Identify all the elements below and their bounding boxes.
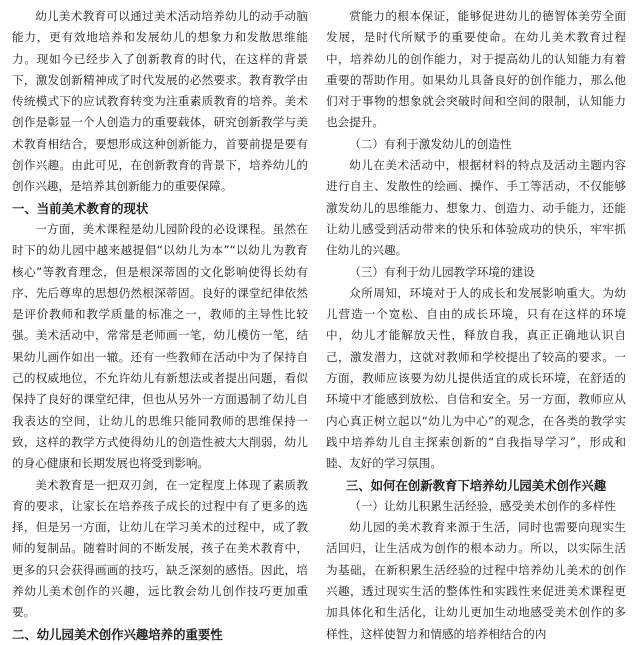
section2-paragraph-1: 赏能力的根本保证，能够促进幼儿的德智体美劳全面发展，是时代所赋予的重要使命。在幼儿美术教育过程中，培养幼儿的创作能力，对于提高幼儿的认知能力有着重要的帮助作用。如果幼儿具备良好的创作能力，那么他们对于事物的想象就会突破时间和空间的限制，认知能力也会提升。: [326, 9, 626, 130]
left-column: [12, 6, 308, 645]
section-heading-3: 三、如何在创新教育下培养幼儿园美术创作兴趣: [345, 477, 607, 493]
section2-paragraph-3: 众所周知，环境对于人的成长和发展影响重大。为幼儿营造一个宽松、自由的成长环境，只有在这样的环境中，幼儿才能解放天性，释放自我，真正正确地认识自己，激发潜力，这就对教师和学校提出了较高的要求。一方面，教师应该要为幼儿提供适宜的成长环境，在舒适的环境中才能感到放松、自信和安全。另一方面，教师应从内心真正树立起以“幼儿为中心”的观念，在各类的教学实践中培养幼儿自主探索创新的“自我指导学习”，形成和睦、友好的学习氛围。: [326, 285, 626, 471]
intro-paragraph: 幼儿美术教育可以通过美术活动培养幼儿的动手动脑能力，更有效地培养和发展幼儿的想象力和发散思维能力。现如今已经步入了创新教育的时代，在这样的背景下，激发创新精神成了时代发展的必然要求。教育教学由传统模式下的应试教育转变为注重素质教育的培养。美术创作是彰显一个人创造力的重要载体，研究创新教学与美术教育相结合，要想形成这种创新能力，首要前提是要有创作兴趣。由此可见，在创新教育的背景下，培养幼儿的创作兴趣，是培养其创新能力的重要保障。: [12, 9, 308, 194]
section2-paragraph-2: 幼儿在美术活动中，根据材料的特点及活动主题内容进行自主、发散性的绘画、操作、手工等活动，不仅能够激发幼儿的思维能力、想象力、创造力、动手能力，还能让幼儿感受到活动带来的快乐和体验成功的快乐，牢牢抓住幼儿的兴趣。: [326, 158, 626, 258]
section1-paragraph-1: 一方面，美术课程是幼儿园阶段的必设课程。虽然在时下的幼儿园中越来越提倡“以幼儿为本”“以幼儿为教育核心”等教育理念，但是根深蒂固的文化影响使得长幼有序、先后尊卑的思想仍然根深蒂固。良好的课堂纪律依然是评价教师和教学质量的标准之一，教师的主导性比较强。美术活动中，常常是老师画一笔，幼儿模仿一笔，结果幼儿画作如出一辙。还有一些教师在活动中为了保持自己的权威地位，不允许幼儿有新想法或者提出问题，看似保持了良好的课堂纪律，但也从另外一方面遏制了幼儿自我表达的空间，让幼儿的思维只能同教师的思维保持一致，这样的教学方式使得幼儿的创造性被大大削弱，幼儿的身心健康和长期发展也将受到影响。: [12, 221, 308, 471]
subheading-3-1: （一）让幼儿积累生活经验，感受美术创作的多样性: [349, 498, 616, 513]
section-heading-2: 二、幼儿园美术创作兴趣培养的重要性: [12, 626, 223, 642]
right-column: [326, 6, 626, 645]
subheading-2-3: （三）有利于幼儿园教学环境的建设: [349, 264, 535, 279]
section1-paragraph-2: 美术教育是一把双刃剑，在一定程度上体现了素质教育的要求，让家长在培养孩子成长的过程中有了更多的选择，但是另一方面，让幼儿在学习美术的过程中，成了教师的复制品。随着时间的不断发展，孩子在美术教育中，更多的只会获得画画的技巧，缺乏深刻的感悟。因此，培养幼儿美术创作的兴趣，远比教会幼儿创作技巧更加重要。: [12, 477, 308, 620]
subheading-2-2: （二）有利于激发幼儿的创造性: [349, 136, 512, 151]
section-heading-1: 一、当前美术教育的现状: [12, 200, 149, 216]
section3-paragraph-1: 幼儿园的美术教育来源于生活，同时也需要向现实生活回归，让生活成为创作的根本动力。所以，以实际生活为基础，在新积累生活经验的过程中培养幼儿美术的创作兴趣，透过现实生活的整体性和实践性来促进美术课程更加具体化和生活化，让幼儿更加生动地感受美术创作的多样性，这样使智力和情感的培养相结合的内: [326, 520, 626, 641]
